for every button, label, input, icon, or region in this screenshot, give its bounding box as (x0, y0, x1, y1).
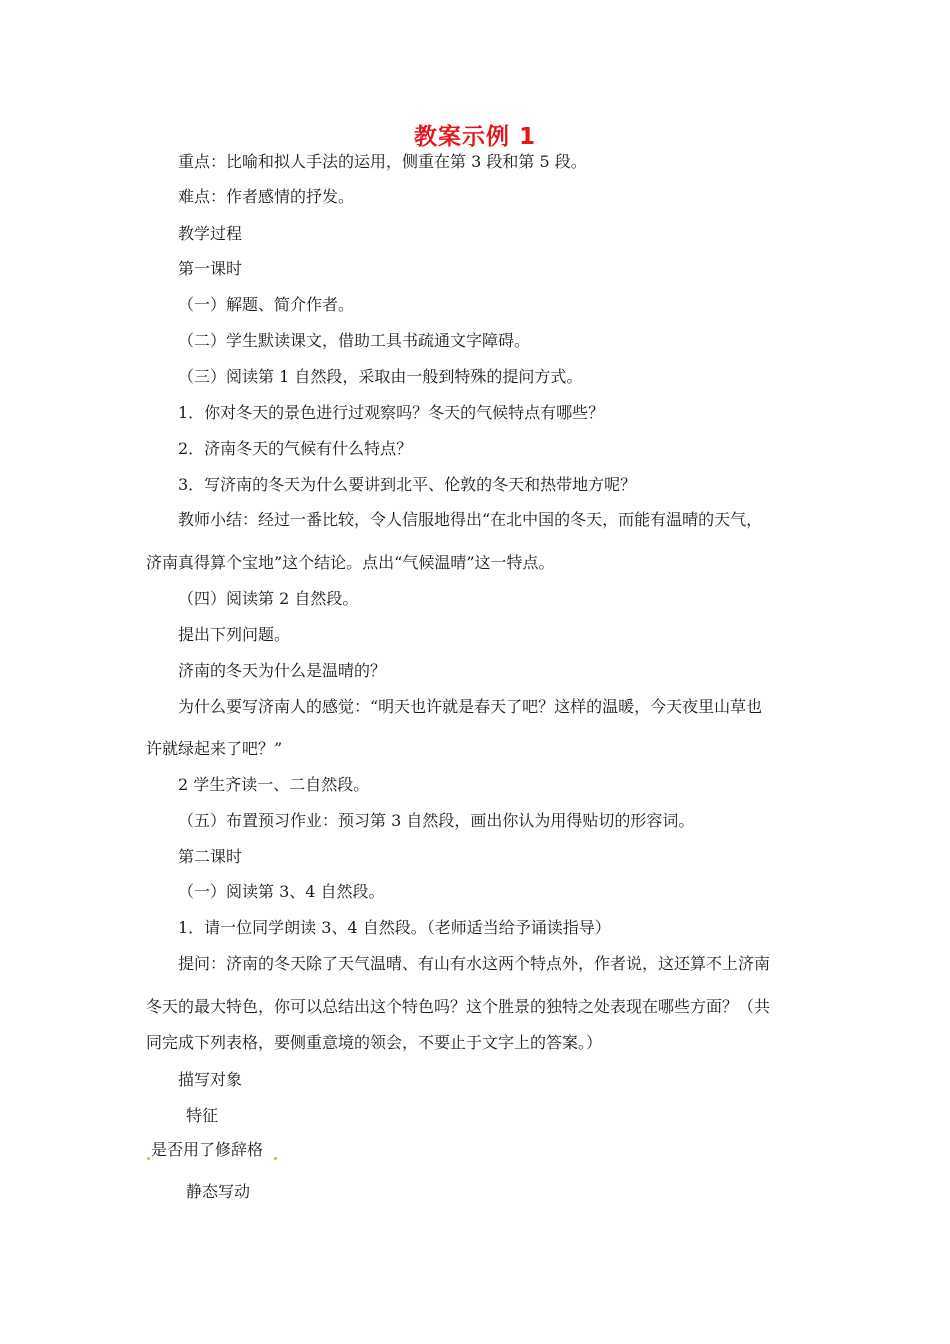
text-line: （一）解题、简介作者。 (178, 295, 355, 314)
question-line: 冬天的最大特色，你可以总结出这个特色吗？这个胜景的独特之处表现在哪些方面？（共 (146, 997, 771, 1016)
text-line: 1．请一位同学朗读 3、4 自然段。（老师适当给予诵读指导） (178, 918, 611, 937)
lesson-heading: 第一课时 (178, 259, 243, 278)
text-line: 为什么要写济南人的感觉：“明天也许就是春天了吧？这样的温暖，今天夜里山草也 (178, 697, 763, 716)
text-line: 济南的冬天为什么是温晴的？ (178, 661, 387, 680)
homework-line: （五）布置预习作业：预习第 3 自然段，画出你认为用得贴切的形容词。 (178, 811, 695, 830)
table-cell-label: 静态写动 (186, 1182, 251, 1201)
text-line: （二）学生默读课文，借助工具书疏通文字障碍。 (178, 331, 531, 350)
marker-dot (274, 1157, 277, 1160)
question-line: 同完成下列表格，要侧重意境的领会，不要止于文字上的答案。） (146, 1033, 603, 1052)
question-line: 2．济南冬天的气候有什么特点？ (178, 439, 413, 458)
text-line: （三）阅读第 1 自然段，采取由一般到特殊的提问方式。 (178, 367, 583, 386)
question-line: 3．写济南的冬天为什么要讲到北平、伦敦的冬天和热带地方呢？ (178, 475, 637, 494)
lesson-heading: 第二课时 (178, 847, 243, 866)
summary-line: 济南真得算个宝地”这个结论。点出“气候温晴”这一特点。 (146, 553, 555, 572)
text-line: 许就绿起来了吧？” (146, 739, 283, 758)
table-cell-label-row (146, 1140, 278, 1160)
text-line: 2 学生齐读一、二自然段。 (178, 775, 370, 794)
text-line: （一）阅读第 3、4 自然段。 (178, 882, 385, 901)
difficulty-line: 难点：作者感情的抒发。 (178, 187, 355, 206)
text-line: 提出下列问题。 (178, 625, 291, 644)
text-line: （四）阅读第 2 自然段。 (178, 589, 359, 608)
table-cell-label: 特征 (186, 1106, 219, 1125)
marker-dot (147, 1157, 150, 1160)
question-line: 1．你对冬天的景色进行过观察吗？冬天的气候特点有哪些？ (178, 403, 605, 422)
document-title: 教案示例 1 (413, 124, 536, 150)
table-cell-label: 描写对象 (178, 1070, 243, 1089)
question-line: 提问：济南的冬天除了天气温晴、有山有水这两个特点外，作者说，这还算不上济南 (178, 954, 771, 973)
section-heading: 教学过程 (178, 224, 243, 243)
key-point-line: 重点：比喻和拟人手法的运用，侧重在第 3 段和第 5 段。 (178, 152, 587, 171)
summary-line: 教师小结：经过一番比较，令人信服地得出“在北中国的冬天，而能有温晴的天气， (178, 510, 763, 529)
table-cell-label: 是否用了修辞格 (151, 1140, 264, 1159)
